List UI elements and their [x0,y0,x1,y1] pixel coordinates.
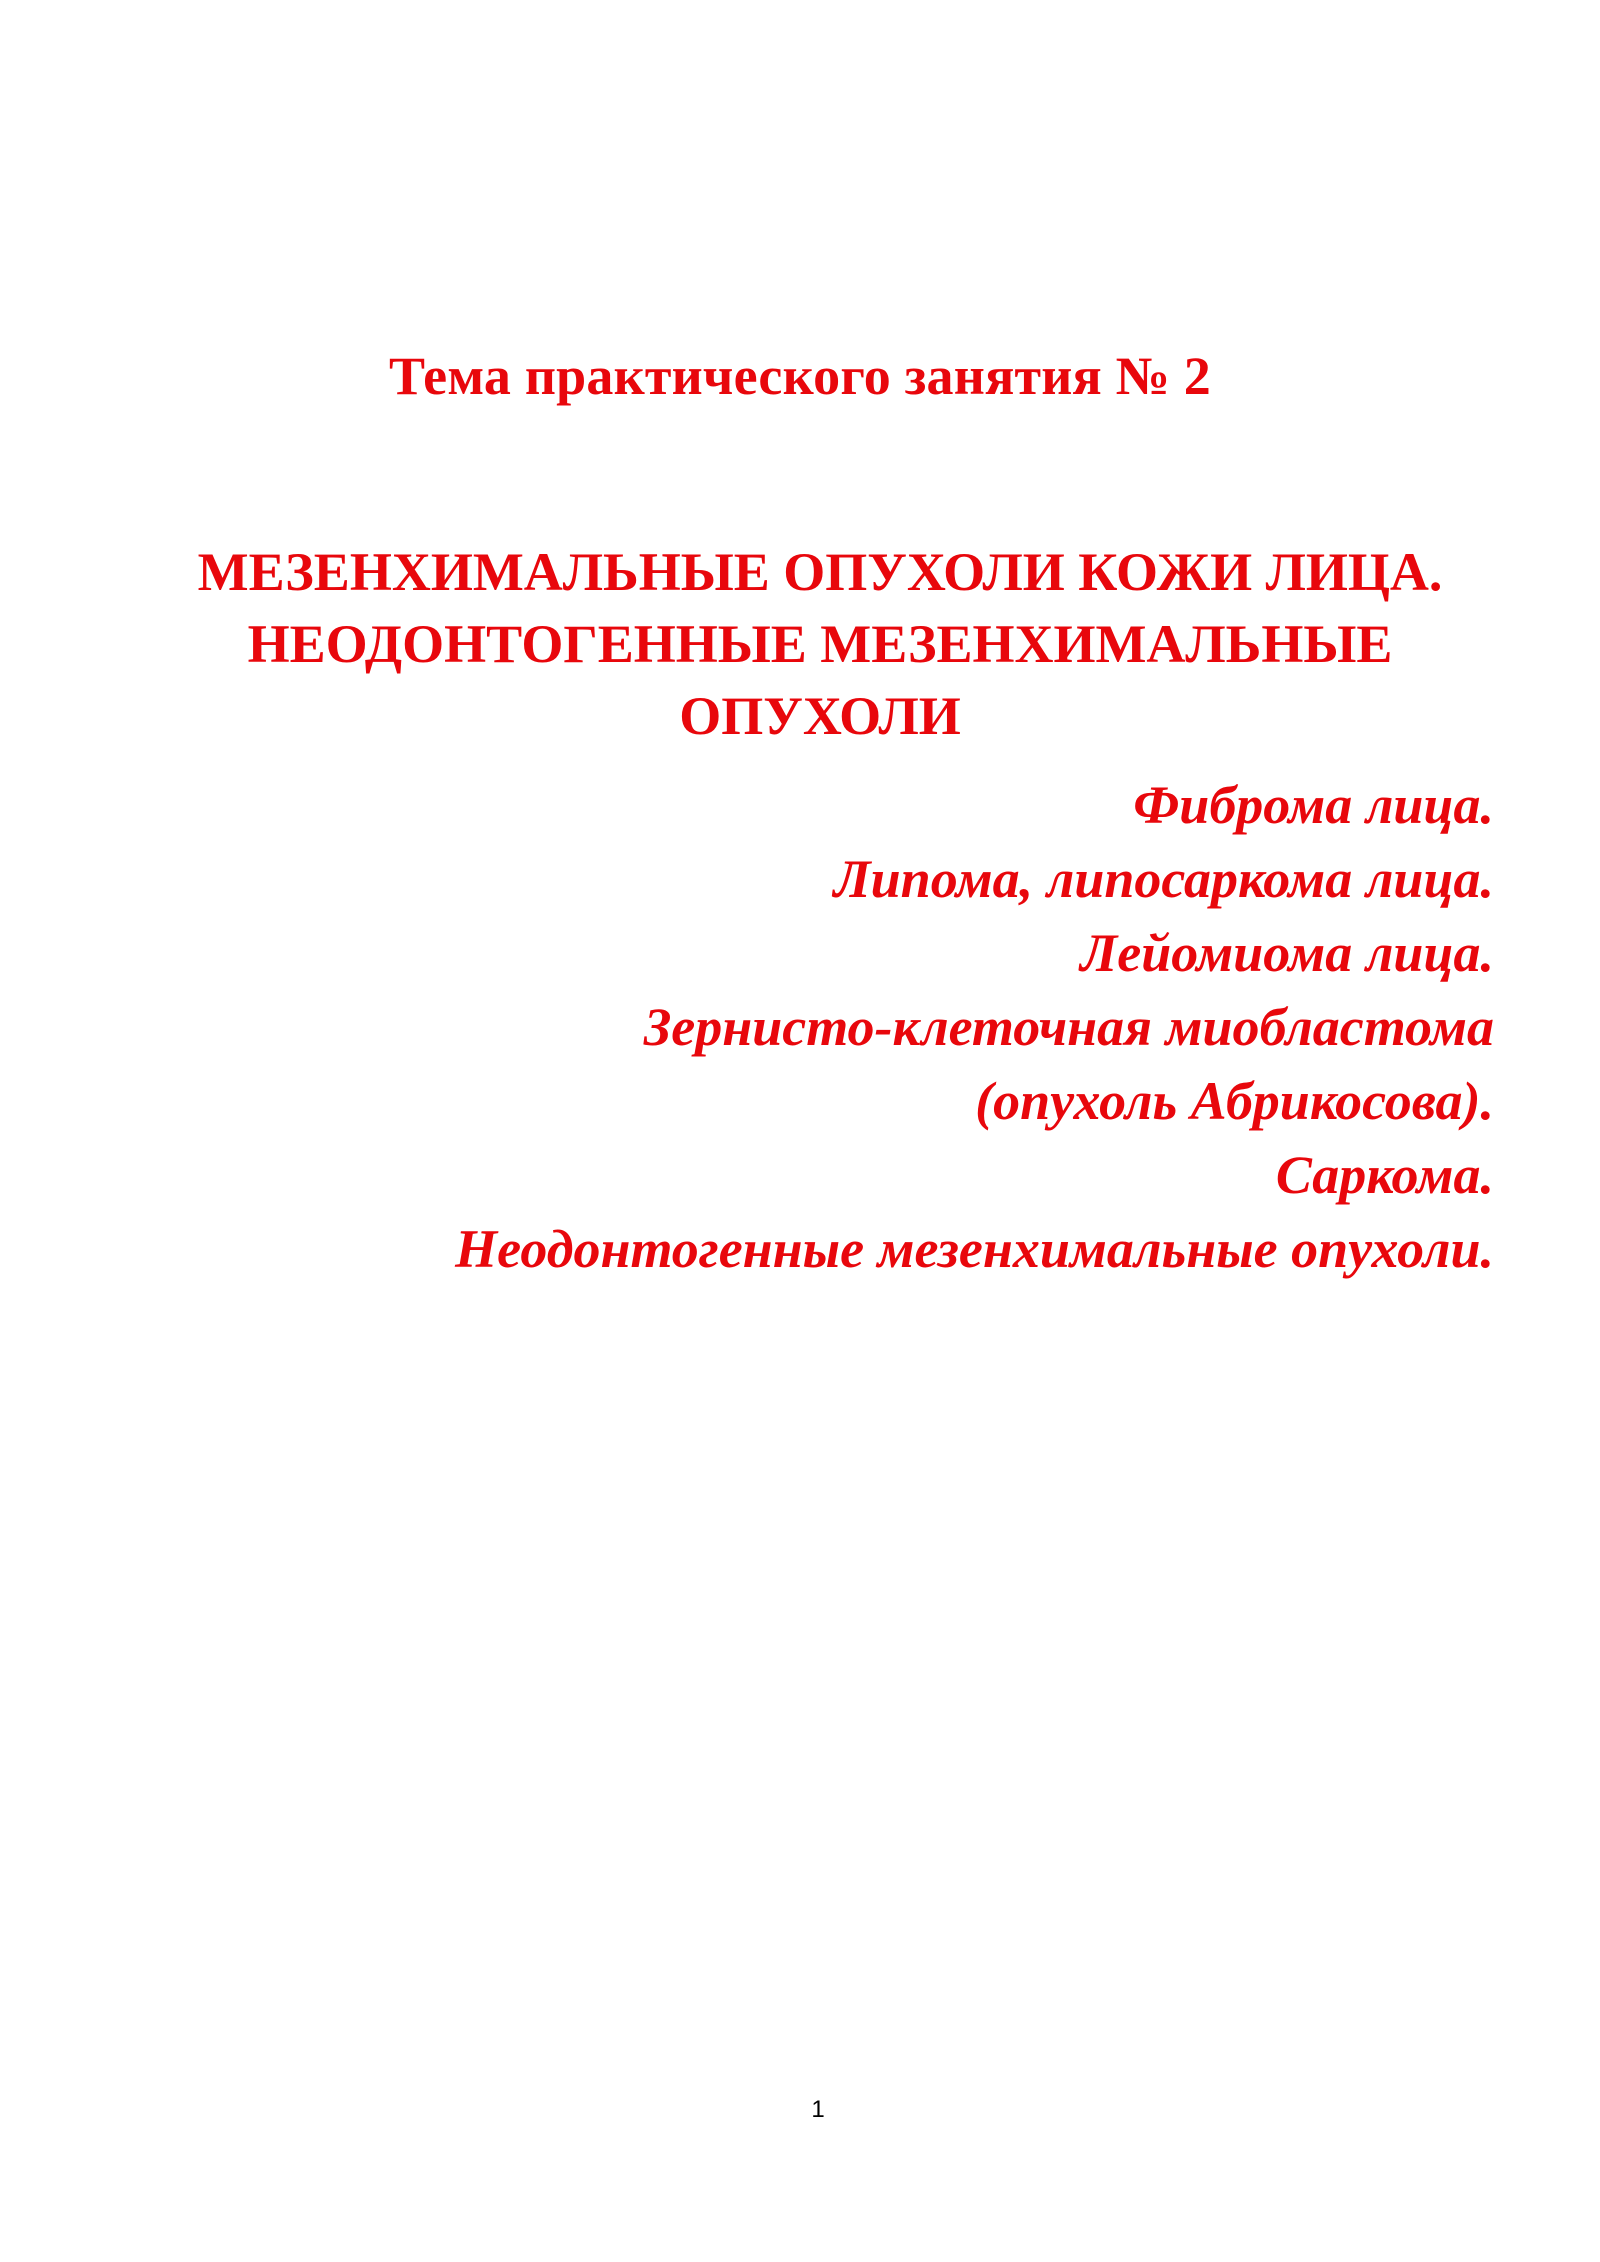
subtopic-item: Фиброма лица. [1133,775,1494,835]
subtopic-item: Неодонтогенные мезенхимальные опухоли. [455,1219,1494,1279]
main-title-line: ОПУХОЛИ [679,686,961,746]
topic-heading: Тема практического занятия № 2 [388,346,1211,406]
page-number: 1 [811,2096,825,2123]
subtopic-item: Зернисто-клеточная миобластома [643,997,1494,1057]
subtopic-item: Липома, липосаркома лица. [833,849,1494,909]
subtopic-item: Саркома. [1275,1145,1494,1205]
subtopic-item: (опухоль Абрикосова). [975,1071,1494,1131]
subtopic-list [200,768,1494,1286]
subtopic-item: Лейомиома лица. [1080,923,1494,983]
main-title [100,536,1540,752]
main-title-line: НЕОДОНТОГЕННЫЕ МЕЗЕНХИМАЛЬНЫЕ [247,614,1393,674]
main-title-line: МЕЗЕНХИМАЛЬНЫЕ ОПУХОЛИ КОЖИ ЛИЦА. [197,542,1443,602]
